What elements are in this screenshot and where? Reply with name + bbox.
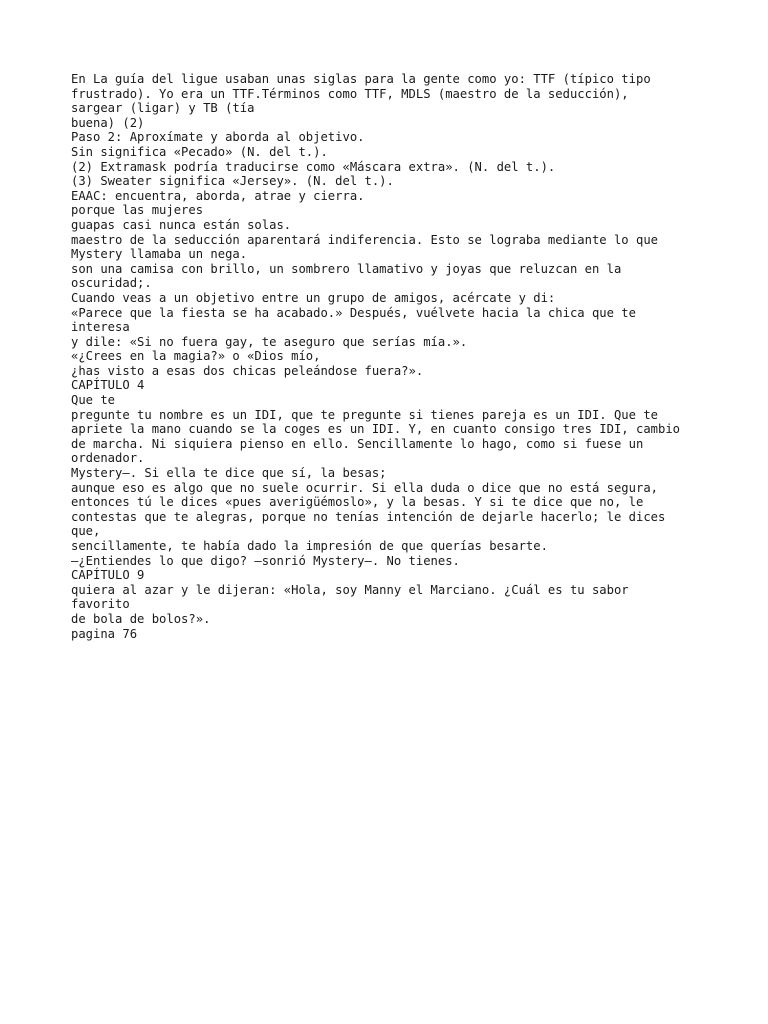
text-line: sencillamente, te había dado la impresión de que querías besarte. <box>71 539 548 553</box>
text-line: Que te <box>71 393 116 408</box>
text-line: de marcha. Ni siquiera pienso en ello. Sencillamente lo hago, como si fuese un <box>71 436 644 451</box>
text-line: ordenador. <box>71 451 145 466</box>
text-line: sargear (ligar) y TB (tía <box>71 101 255 116</box>
text-line: En La guía del ligue usaban unas siglas para la gente como yo: TTF (típico tipo <box>71 72 651 86</box>
text-line: y dile: «Si no fuera gay, te aseguro que serías mía.». <box>71 334 468 349</box>
text-line: (3) Sweater significa «Jersey». (N. del t.). <box>71 174 394 189</box>
text-line: (2) Extramask podría traducirse como «Máscara extra». (N. del t.). <box>71 159 556 174</box>
text-line: Sin significa «Pecado» (N. del t.). <box>71 144 328 159</box>
text-line: Paso 2: Aproxímate y aborda al objetivo. <box>71 130 365 145</box>
text-line: favorito <box>71 597 130 612</box>
text-line: Cuando veas a un objetivo entre un grupo de amigos, acércate y di: <box>71 290 556 305</box>
text-line: Mystery—. Si ella te dice que sí, la besas; <box>71 466 387 481</box>
text-line: maestro de la seducción aparentará indiferencia. Esto se lograba mediante lo que <box>71 232 658 247</box>
text-line: «¿Crees en la magia?» o «Dios mío, <box>71 349 321 364</box>
text-line: contestas que te alegras, porque no tenías intención de dejarle hacerlo; le dices <box>71 509 666 524</box>
text-line: de bola de bolos?». <box>71 611 211 626</box>
text-line: «Parece que la fiesta se ha acabado.» Después, vuélvete hacia la chica que te <box>71 305 636 320</box>
text-line: quiera al azar y le dijeran: «Hola, soy Manny el Marciano. ¿Cuál es tu sabor <box>71 582 629 597</box>
text-line: buena) (2) <box>71 115 145 130</box>
text-line: pregunte tu nombre es un IDI, que te pregunte si tienes pareja es un IDI. Que te <box>71 407 658 422</box>
document-page <box>71 72 731 641</box>
chapter-heading: CAPÍTULO 9 <box>71 568 145 583</box>
text-line: EAAC: encuentra, aborda, atrae y cierra. <box>71 188 365 203</box>
text-line: —¿Entiendes lo que digo? —sonrió Mystery—. No tienes. <box>71 553 460 568</box>
text-line: oscuridad;. <box>71 276 152 291</box>
text-line: aunque eso es algo que no suele ocurrir. Si ella duda o dice que no está segura, <box>71 480 658 495</box>
text-line: frustrado). Yo era un TTF.Términos como TTF, MDLS (maestro de la seducción), <box>71 86 629 101</box>
text-line: apriete la mano cuando se la coges es un IDI. Y, en cuanto consigo tres IDI, cambio <box>71 422 681 437</box>
text-line: que, <box>71 524 101 539</box>
text-line: Mystery llamaba un nega. <box>71 247 248 262</box>
text-line: interesa <box>71 320 130 335</box>
text-line: guapas casi nunca están solas. <box>71 217 292 232</box>
page-number: pagina 76 <box>71 626 138 641</box>
text-line: son una camisa con brillo, un sombrero llamativo y joyas que reluzcan en la <box>71 261 622 276</box>
text-line: entonces tú le dices «pues averigüémoslo», y la besas. Y si te dice que no, le <box>71 495 644 510</box>
chapter-heading: CAPÍTULO 4 <box>71 378 145 393</box>
text-line: porque las mujeres <box>71 203 204 218</box>
text-line: ¿has visto a esas dos chicas peleándose fuera?». <box>71 363 424 378</box>
